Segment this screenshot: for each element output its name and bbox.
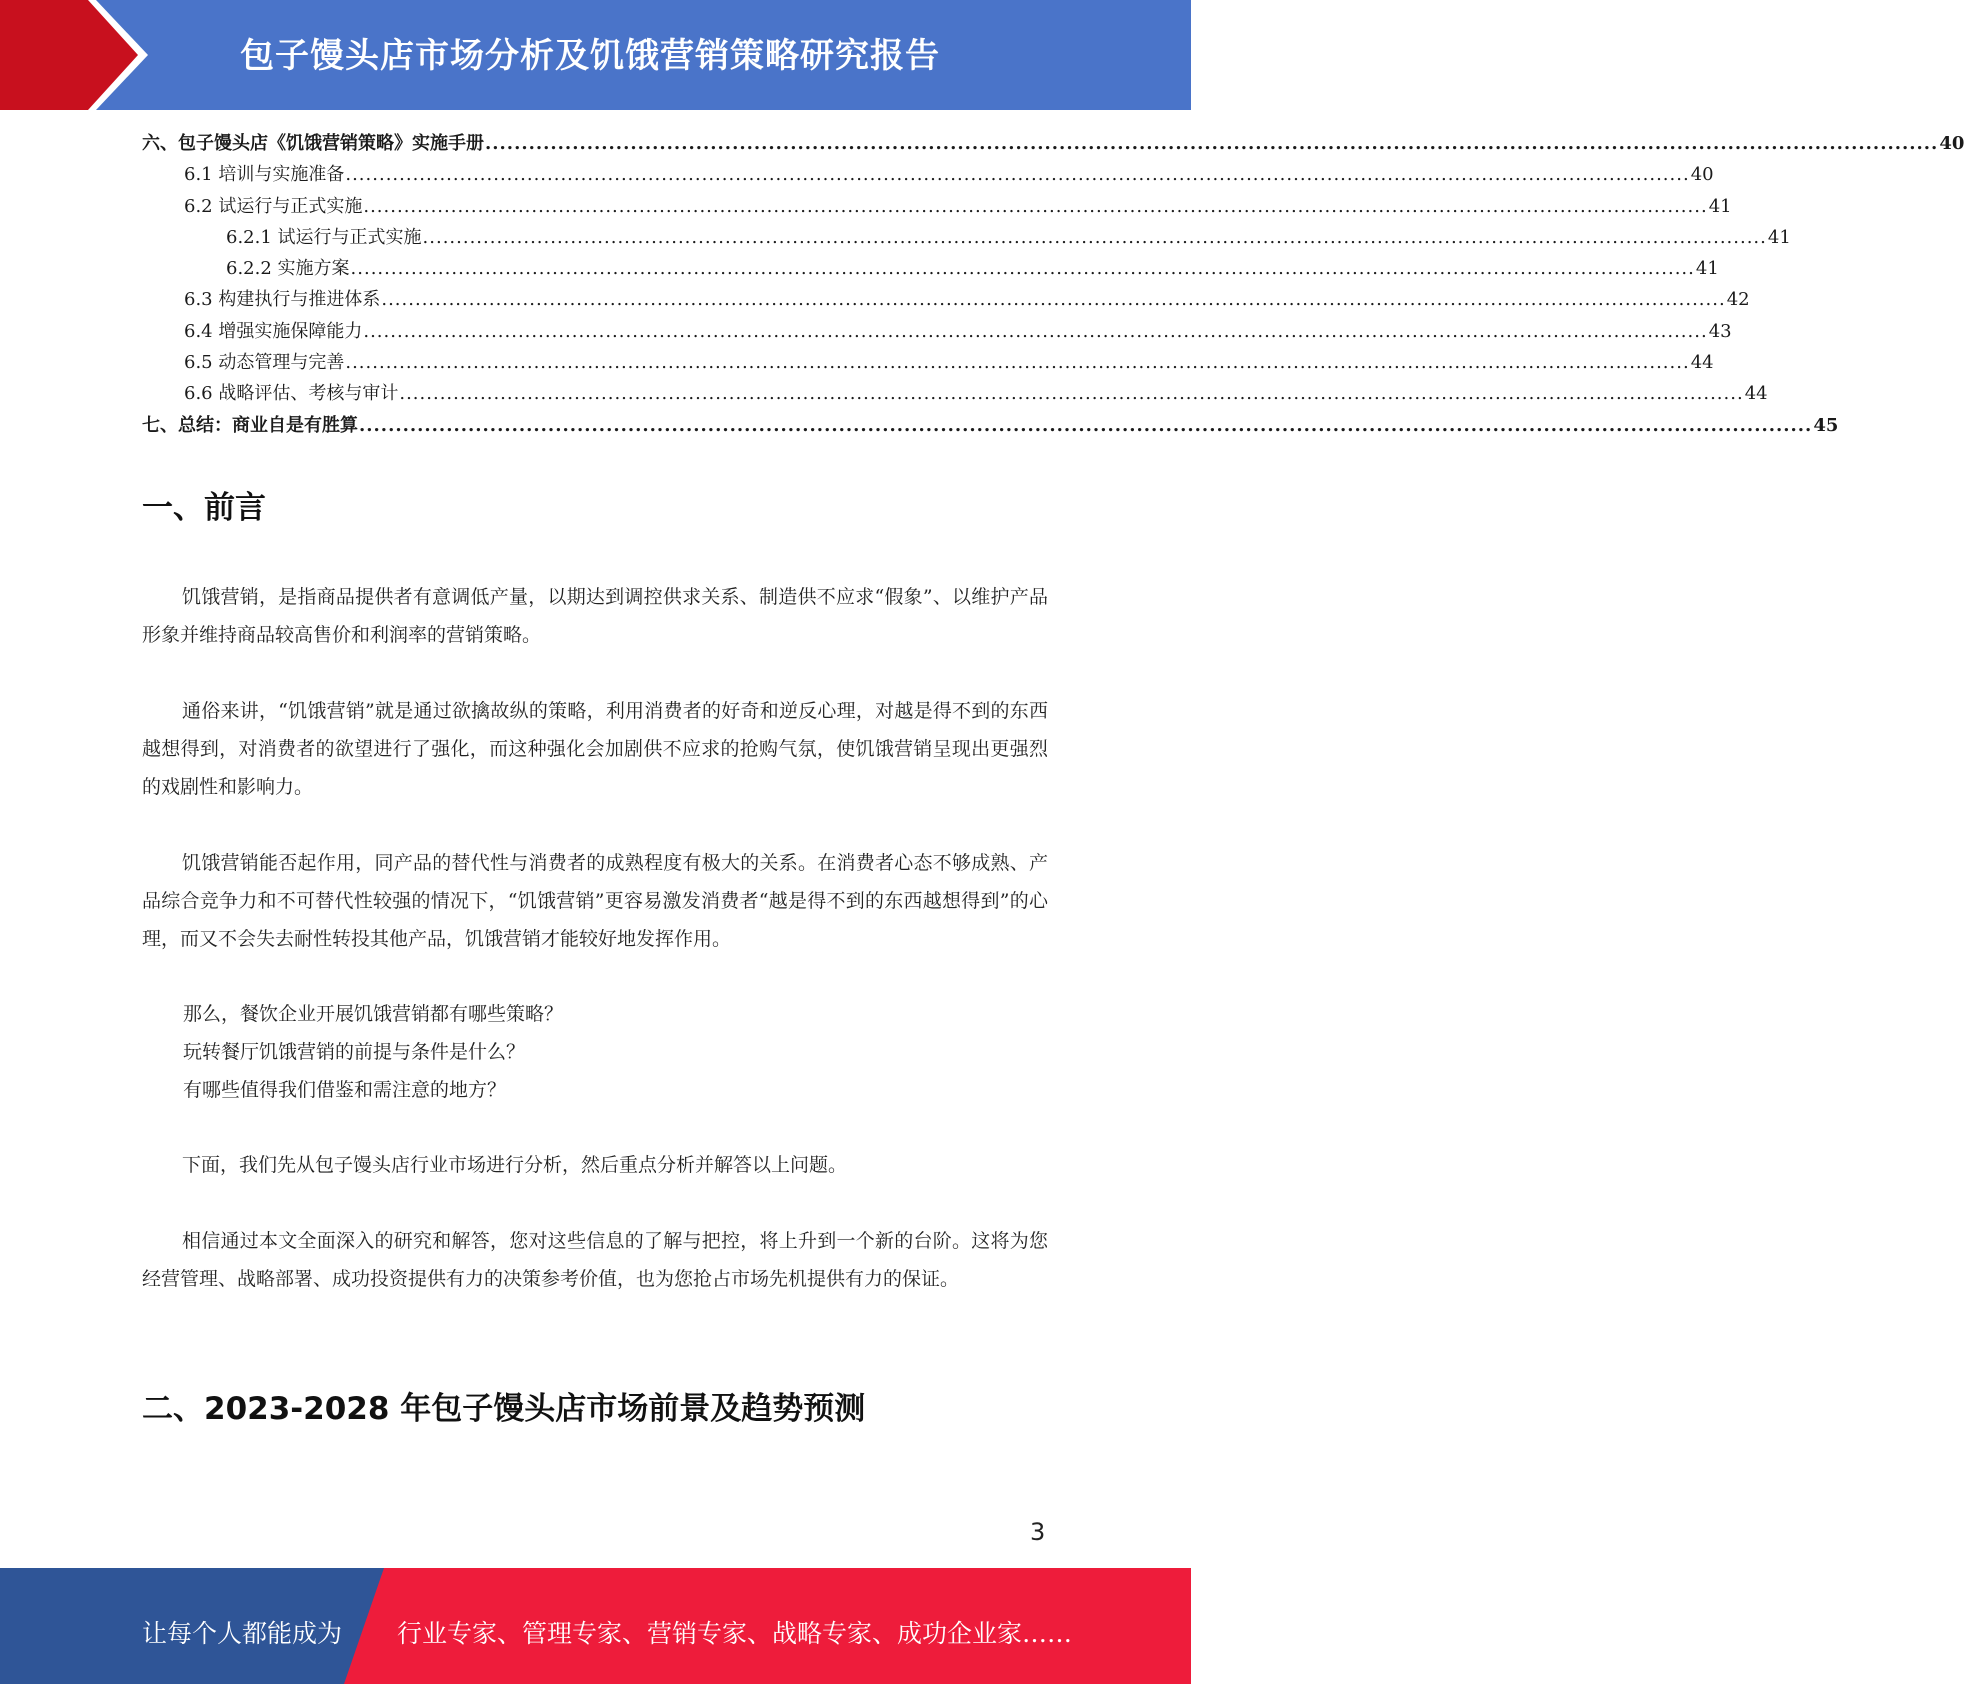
paragraph: 饥饿营销能否起作用，同产品的替代性与消费者的成熟程度有极大的关系。在消费者心态不够成熟、产品综合竞争力和不可替代性较强的情况下，“饥饿营销”更容易激发消费者“越是得不到的东西越想得到”的心理，而又不会失去耐性转投其他产品，饥饿营销才能较好地发挥作用。 bbox=[142, 852, 1048, 950]
paragraph: 通俗来讲，“饥饿营销”就是通过欲擒故纵的策略，利用消费者的好奇和逆反心理，对越是得不到的东西越想得到，对消费者的欲望进行了强化，而这种强化会加剧供不应求的抢购气氛，使饥饿营销呈现出更强烈的戏剧性和影响力。 bbox=[142, 700, 1048, 798]
toc-entry[interactable] bbox=[142, 159, 1714, 190]
toc-entry-label: 七、总结：商业自是有胜算 bbox=[142, 414, 358, 436]
toc-entry-page: 42 bbox=[1726, 289, 1750, 311]
toc-leader-dots: ........................................................................................................................................................................................................ bbox=[485, 133, 1939, 154]
red-chevron-graphic bbox=[0, 0, 160, 110]
toc-leader-dots: ........................................................................................................................................................................................................ bbox=[381, 289, 1726, 311]
toc-entry[interactable] bbox=[142, 378, 1768, 409]
toc-entry-page: 40 bbox=[1939, 133, 1964, 154]
question-line: 那么，餐饮企业开展饥饿营销都有哪些策略？ bbox=[183, 1003, 564, 1025]
toc-leader-dots: ........................................................................................................................................................................................................ bbox=[345, 352, 1690, 374]
section-heading-forecast: 二、2023-2028 年包子馒头店市场前景及趋势预测 bbox=[142, 1391, 866, 1427]
toc-entry-page: 43 bbox=[1708, 320, 1732, 342]
table-of-contents bbox=[142, 128, 1964, 441]
toc-entry-label: 6.5 动态管理与完善 bbox=[184, 352, 345, 374]
footer-slogan-right: 行业专家、管理专家、营销专家、战略专家、成功企业家…… bbox=[397, 1619, 1073, 1648]
paragraph: 相信通过本文全面深入的研究和解答，您对这些信息的了解与把控，将上升到一个新的台阶。这将为您经营管理、战略部署、成功投资提供有力的决策参考价值，也为您抢占市场先机提供有力的保证。 bbox=[142, 1230, 1048, 1290]
toc-entry-label: 6.4 增强实施保障能力 bbox=[184, 320, 363, 342]
toc-entry[interactable] bbox=[142, 253, 1719, 284]
header-banner bbox=[0, 0, 1191, 110]
toc-entry[interactable] bbox=[142, 128, 1964, 159]
toc-entry[interactable] bbox=[142, 284, 1750, 315]
paragraph: 下面，我们先从包子馒头店行业市场进行分析，然后重点分析并解答以上问题。 bbox=[182, 1154, 848, 1176]
toc-leader-dots: ........................................................................................................................................................................................................ bbox=[350, 258, 1695, 280]
toc-entry[interactable] bbox=[142, 316, 1732, 347]
toc-entry-label: 6.2.1 试运行与正式实施 bbox=[226, 226, 422, 248]
toc-entry-page: 41 bbox=[1695, 258, 1719, 280]
toc-entry-label: 6.2.2 实施方案 bbox=[226, 258, 350, 280]
toc-entry[interactable] bbox=[142, 410, 1839, 441]
toc-leader-dots: ........................................................................................................................................................................................................ bbox=[363, 195, 1708, 217]
toc-entry-label: 六、包子馒头店《饥饿营销策略》实施手册 bbox=[142, 133, 484, 154]
page-number: 3 bbox=[1030, 1518, 1046, 1546]
toc-leader-dots: ........................................................................................................................................................................................................ bbox=[422, 226, 1767, 248]
footer-slogan-left: 让每个人都能成为 bbox=[142, 1619, 343, 1648]
toc-entry-page: 44 bbox=[1744, 383, 1768, 405]
toc-entry[interactable] bbox=[142, 222, 1791, 253]
footer-banner bbox=[0, 1568, 1191, 1684]
toc-entry-label: 6.6 战略评估、考核与审计 bbox=[184, 383, 399, 405]
toc-entry-label: 6.3 构建执行与推进体系 bbox=[184, 289, 381, 311]
toc-leader-dots: ........................................................................................................................................................................................................ bbox=[345, 164, 1690, 186]
toc-leader-dots: ........................................................................................................................................................................................................ bbox=[399, 383, 1744, 405]
toc-leader-dots: ........................................................................................................................................................................................................ bbox=[359, 414, 1813, 436]
toc-entry-label: 6.1 培训与实施准备 bbox=[184, 164, 345, 186]
section-heading-preface: 一、前言 bbox=[142, 490, 266, 526]
question-line: 有哪些值得我们借鉴和需注意的地方？ bbox=[183, 1079, 507, 1101]
toc-entry-page: 40 bbox=[1690, 164, 1714, 186]
toc-leader-dots: ........................................................................................................................................................................................................ bbox=[363, 320, 1708, 342]
paragraph: 饥饿营销，是指商品提供者有意调低产量，以期达到调控供求关系、制造供不应求“假象”、以维护产品形象并维持商品较高售价和利润率的营销策略。 bbox=[142, 586, 1048, 646]
toc-entry-page: 41 bbox=[1767, 226, 1791, 248]
toc-entry-page: 44 bbox=[1690, 352, 1714, 374]
toc-entry-page: 41 bbox=[1708, 195, 1732, 217]
question-line: 玩转餐厅饥饿营销的前提与条件是什么？ bbox=[183, 1041, 526, 1063]
toc-entry[interactable] bbox=[142, 347, 1714, 378]
toc-entry-page: 45 bbox=[1813, 414, 1839, 436]
toc-entry[interactable] bbox=[142, 191, 1732, 222]
report-title: 包子馒头店市场分析及饥饿营销策略研究报告 bbox=[240, 36, 940, 76]
toc-entry-label: 6.2 试运行与正式实施 bbox=[184, 195, 363, 217]
